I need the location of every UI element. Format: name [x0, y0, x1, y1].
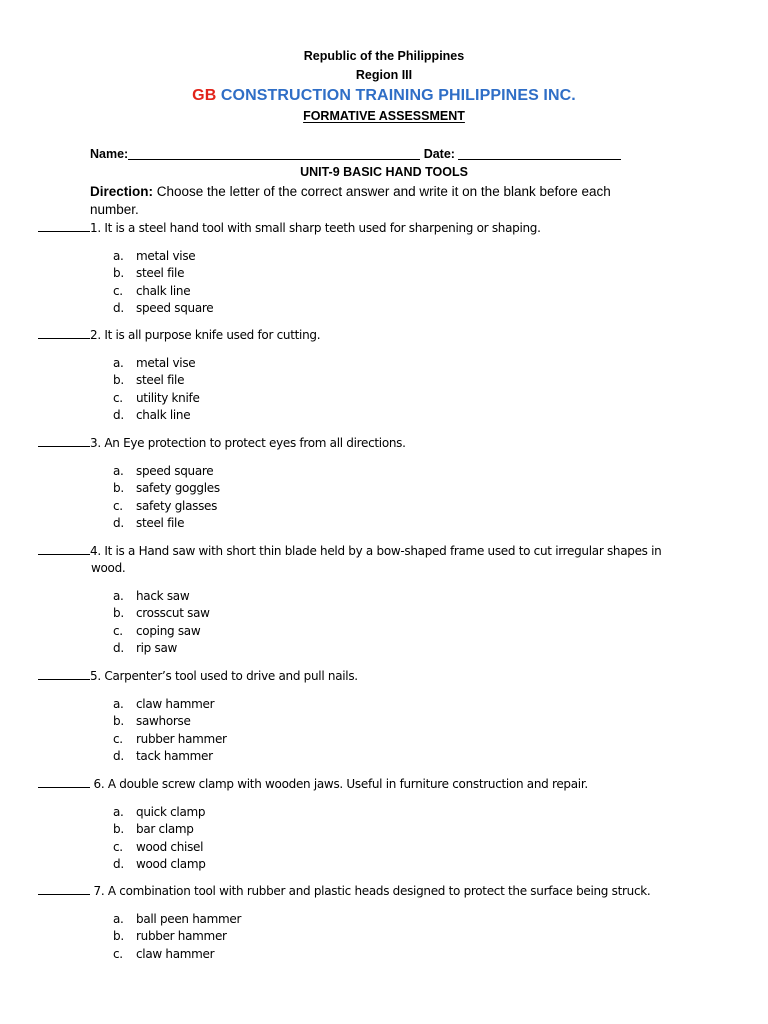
- option-item: [113, 248, 213, 265]
- option-item: [113, 372, 200, 389]
- option-letter: a.: [113, 589, 124, 603]
- option-item: [113, 605, 210, 622]
- option-text: sawhorse: [136, 714, 191, 729]
- option-item: [113, 355, 200, 372]
- option-letter: b.: [113, 481, 124, 496]
- answer-blank[interactable]: [38, 544, 90, 555]
- options-1: [113, 248, 213, 317]
- option-letter: c.: [113, 946, 123, 961]
- answer-blank[interactable]: [38, 669, 90, 680]
- option-text: speed square: [136, 464, 214, 478]
- direction-label: Direction:: [90, 184, 154, 199]
- options-4: [113, 588, 210, 657]
- option-text: utility knife: [136, 390, 200, 405]
- option-text: steel file: [136, 266, 185, 281]
- option-letter: d.: [113, 640, 124, 655]
- question-3: [38, 435, 678, 452]
- option-text: speed square: [136, 300, 214, 315]
- option-text: quick clamp: [136, 805, 206, 819]
- option-letter: d.: [113, 748, 124, 763]
- question-text-continued: wood.: [91, 561, 126, 575]
- option-text: rubber hammer: [136, 731, 227, 746]
- option-letter: d.: [113, 515, 124, 530]
- option-letter: a.: [113, 697, 124, 711]
- option-item: [113, 928, 241, 945]
- option-letter: b.: [113, 929, 124, 944]
- option-text: steel file: [136, 373, 185, 388]
- options-2: [113, 355, 200, 424]
- assessment-title: FORMATIVE ASSESSMENT: [303, 109, 465, 123]
- option-text: wood chisel: [136, 839, 204, 854]
- option-item: [113, 713, 227, 730]
- option-letter: a.: [113, 912, 124, 926]
- option-item: [113, 821, 206, 838]
- option-letter: b.: [113, 822, 124, 837]
- answer-blank[interactable]: [38, 436, 90, 447]
- option-text: metal vise: [136, 356, 196, 370]
- question-2: [38, 327, 678, 344]
- option-letter: b.: [113, 373, 124, 388]
- option-item: [113, 804, 206, 821]
- option-item: [113, 696, 227, 713]
- option-letter: a.: [113, 356, 124, 370]
- option-item: [113, 839, 206, 856]
- option-text: bar clamp: [136, 822, 194, 837]
- option-text: chalk line: [136, 407, 191, 422]
- option-text: rubber hammer: [136, 929, 227, 944]
- direction-text: Choose the letter of the correct answer and write it on the blank before each number.: [90, 184, 611, 217]
- option-letter: a.: [113, 464, 124, 478]
- option-letter: b.: [113, 606, 124, 621]
- option-text: rip saw: [136, 640, 178, 655]
- option-item: [113, 480, 220, 497]
- question-7: [38, 883, 678, 900]
- question-text: 5. Carpenter’s tool used to drive and pull nails.: [90, 669, 358, 683]
- option-text: wood clamp: [136, 856, 206, 871]
- name-blank[interactable]: [128, 159, 420, 160]
- question-text: 3. An Eye protection to protect eyes from all directions.: [90, 436, 406, 450]
- option-letter: c.: [113, 623, 123, 638]
- option-text: ball peen hammer: [136, 912, 242, 926]
- options-6: [113, 804, 206, 873]
- options-7: [113, 911, 241, 963]
- question-text: 1. It is a steel hand tool with small sharp teeth used for sharpening or shaping.: [90, 221, 541, 235]
- option-text: claw hammer: [136, 946, 215, 961]
- option-letter: c.: [113, 498, 123, 513]
- option-item: [113, 856, 206, 873]
- direction: [90, 183, 660, 219]
- option-text: claw hammer: [136, 697, 215, 711]
- option-text: chalk line: [136, 283, 191, 298]
- option-text: safety glasses: [136, 498, 218, 513]
- question-text: 7. A combination tool with rubber and plastic heads designed to protect the surface being struck.: [90, 884, 651, 898]
- question-5: [38, 668, 678, 685]
- option-letter: c.: [113, 390, 123, 405]
- unit-title: UNIT-9 BASIC HAND TOOLS: [300, 165, 468, 179]
- company-name-rest: CONSTRUCTION TRAINING PHILIPPINES INC.: [220, 87, 576, 104]
- option-text: coping saw: [136, 623, 201, 638]
- option-letter: c.: [113, 283, 123, 298]
- date-blank[interactable]: [458, 159, 621, 160]
- date-label: Date:: [423, 147, 455, 161]
- question-6: [38, 776, 678, 793]
- option-item: [113, 731, 227, 748]
- options-3: [113, 463, 220, 532]
- option-letter: a.: [113, 805, 124, 819]
- option-letter: a.: [113, 249, 124, 263]
- option-item: [113, 407, 200, 424]
- option-letter: b.: [113, 266, 124, 281]
- question-text: 2. It is all purpose knife used for cutting.: [90, 328, 321, 342]
- option-letter: c.: [113, 839, 123, 854]
- option-text: tack hammer: [136, 748, 213, 763]
- option-letter: d.: [113, 300, 124, 315]
- options-5: [113, 696, 227, 765]
- question-text: 6. A double screw clamp with wooden jaws. Useful in furniture construction and repair.: [90, 777, 588, 791]
- option-letter: d.: [113, 407, 124, 422]
- company-name-gb: GB: [192, 87, 217, 104]
- option-item: [113, 265, 213, 282]
- option-text: crosscut saw: [136, 606, 210, 621]
- question-4: [38, 543, 678, 577]
- option-text: safety goggles: [136, 481, 220, 496]
- option-item: [113, 498, 220, 515]
- option-item: [113, 623, 210, 640]
- option-text: hack saw: [136, 589, 190, 603]
- company-name: [0, 86, 768, 106]
- option-item: [113, 515, 220, 532]
- option-letter: d.: [113, 856, 124, 871]
- answer-blank[interactable]: [38, 777, 90, 788]
- name-date-row: [90, 146, 690, 162]
- answer-blank[interactable]: [38, 328, 90, 339]
- answer-blank[interactable]: [38, 884, 90, 895]
- option-item: [113, 283, 213, 300]
- option-item: [113, 748, 227, 765]
- option-text: steel file: [136, 515, 185, 530]
- header-republic: Republic of the Philippines: [303, 49, 465, 63]
- option-letter: b.: [113, 714, 124, 729]
- name-label: Name:: [90, 147, 129, 161]
- question-1: [38, 220, 678, 237]
- option-text: metal vise: [136, 249, 196, 263]
- option-item: [113, 390, 200, 407]
- option-item: [113, 300, 213, 317]
- option-item: [113, 946, 241, 963]
- option-letter: c.: [113, 731, 123, 746]
- option-item: [113, 911, 241, 928]
- option-item: [113, 588, 210, 605]
- option-item: [113, 640, 210, 657]
- header-region: Region III: [355, 68, 413, 82]
- option-item: [113, 463, 220, 480]
- question-text: 4. It is a Hand saw with short thin blade held by a bow-shaped frame used to cut irregular shapes in: [90, 544, 662, 558]
- answer-blank[interactable]: [38, 221, 90, 232]
